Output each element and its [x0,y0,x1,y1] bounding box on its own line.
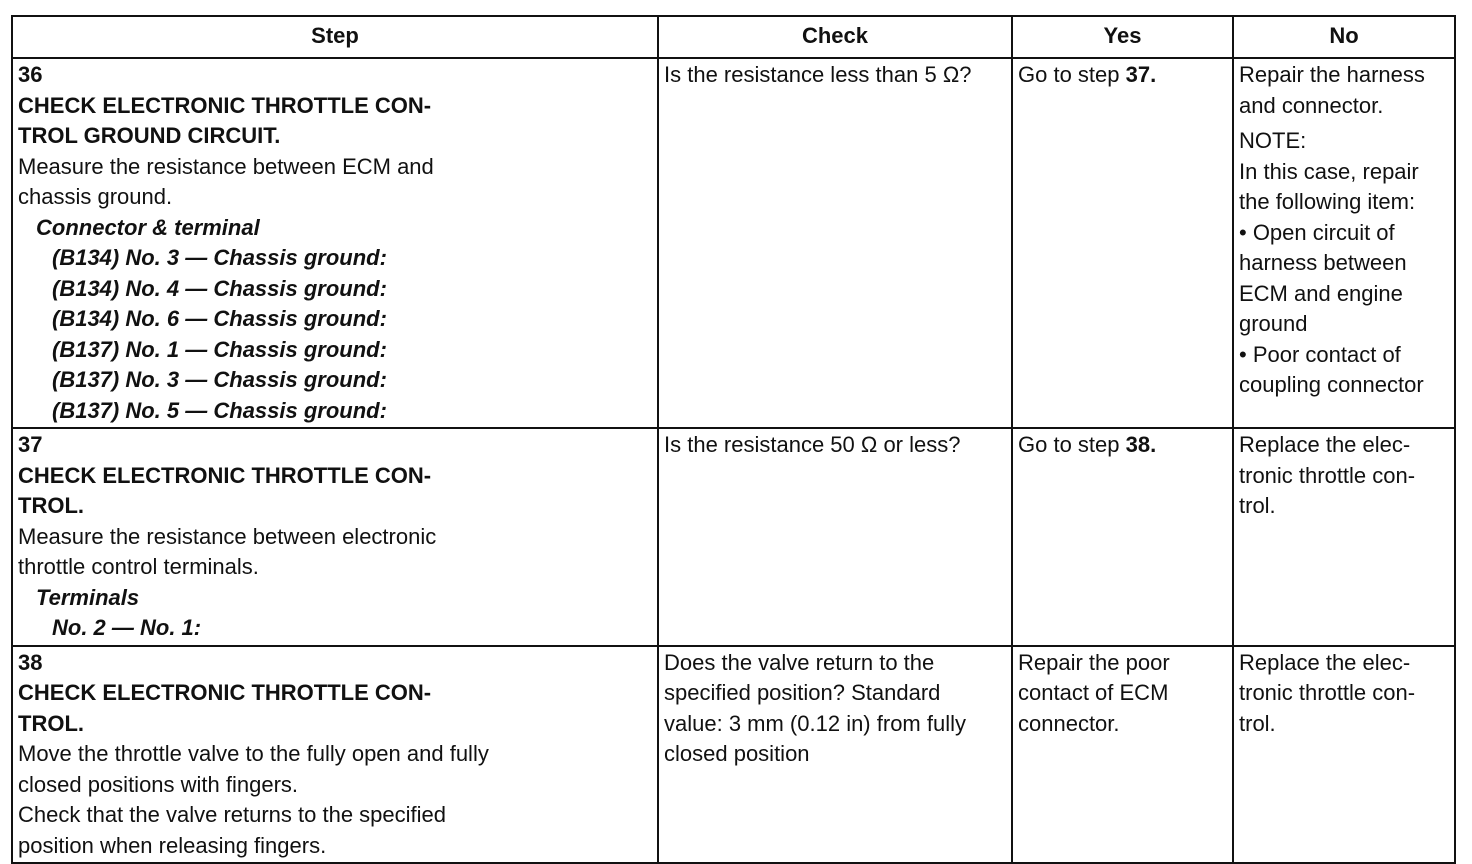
header-row [12,16,1455,58]
check-line: value: 3 mm (0.12 in) from fully [664,710,966,736]
table-row-36 [12,58,1455,428]
check-cell [658,428,1012,646]
check-question: Is the resistance less than 5 Ω? [664,62,972,87]
step-body [18,678,538,861]
yes-action [1018,60,1227,91]
header-step: Step [12,16,658,58]
yes-step-link: 38. [1125,432,1157,457]
step-number: 38 [18,649,43,675]
no-line: trol. [1239,710,1276,736]
check-cell [658,646,1012,864]
instruction-line: Check that the valve returns to the specified [18,802,447,827]
check-question: Is the resistance 50 Ω or less? [664,432,961,457]
yes-line: contact of ECM [1018,680,1169,705]
instruction-line: position when releasing fingers. [18,832,327,858]
instruction-line: throttle control terminals. [18,554,259,579]
yes-line: connector. [1018,710,1120,736]
step-cell [12,58,658,428]
note-line: ground [1239,311,1308,336]
yes-cell [1012,58,1233,428]
step-title-line: CHECK ELECTRONIC THROTTLE CON- [18,92,432,118]
note-line: the following item: [1239,189,1416,214]
no-line: Replace the elec- [1239,432,1411,457]
diagnostic-table [11,15,1456,864]
step-title-line: CHECK ELECTRONIC THROTTLE CON- [18,680,432,705]
step-cell [12,428,658,646]
table-row-37 [12,428,1455,646]
check-line: closed position [664,741,810,766]
step-number: 37 [18,432,43,457]
yes-step-link: 37. [1125,62,1157,87]
instruction-line: Measure the resistance between electronic [18,523,437,549]
check-line: Does the valve return to the [664,649,935,675]
step-body [18,91,538,427]
step-title-line: TROL. [18,493,84,518]
no-line: Replace the elec- [1239,649,1411,675]
instruction-line: Move the throttle valve to the fully open and fully [18,741,489,766]
no-line: tronic throttle con- [1239,462,1416,488]
spec-item: (B134) No. 4 — Chassis ground: [52,275,387,301]
instruction-line: chassis ground. [18,184,173,209]
header-yes: Yes [1012,16,1233,58]
spec-item: (B134) No. 3 — Chassis ground: [52,245,387,270]
spec-item: (B134) No. 6 — Chassis ground: [52,306,387,331]
check-cell [658,58,1012,428]
yes-prefix: Go to step [1018,62,1126,87]
note-line: ECM and engine [1239,280,1403,306]
spec-item: (B137) No. 3 — Chassis ground: [52,367,387,392]
note-line: In this case, repair [1239,158,1419,184]
spec-heading: Connector & terminal [36,214,260,240]
step-body [18,461,538,644]
note-label: NOTE: [1239,128,1307,153]
spec-item: (B137) No. 1 — Chassis ground: [52,336,387,362]
instruction-line: closed positions with fingers. [18,771,299,797]
header-no: No [1233,16,1455,58]
note-line: harness between [1239,250,1407,275]
header-check: Check [658,16,1012,58]
yes-line: Repair the poor [1018,649,1170,675]
yes-cell [1012,646,1233,864]
spec-item: No. 2 — No. 1: [52,615,202,640]
no-line: trol. [1239,493,1276,518]
no-cell [1233,58,1455,428]
yes-cell [1012,428,1233,646]
instruction-line: Measure the resistance between ECM and [18,153,434,179]
step-title-line: TROL GROUND CIRCUIT. [18,123,281,148]
step-title-line: TROL. [18,710,84,736]
step-number: 36 [18,62,43,87]
yes-action [1018,430,1227,461]
no-line: and connector. [1239,92,1384,118]
step-title-line: CHECK ELECTRONIC THROTTLE CON- [18,462,432,488]
no-line: tronic throttle con- [1239,680,1416,705]
check-line: specified position? Standard [664,680,941,705]
note-line: • Poor contact of [1239,341,1401,367]
step-cell [12,646,658,864]
table-row-38 [12,646,1455,864]
note-line: coupling connector [1239,372,1424,397]
no-cell [1233,428,1455,646]
yes-prefix: Go to step [1018,432,1126,457]
spec-item: (B137) No. 5 — Chassis ground: [52,397,387,423]
no-cell [1233,646,1455,864]
note-line: • Open circuit of [1239,219,1395,245]
spec-heading: Terminals [36,584,140,610]
no-line: Repair the harness [1239,62,1425,87]
